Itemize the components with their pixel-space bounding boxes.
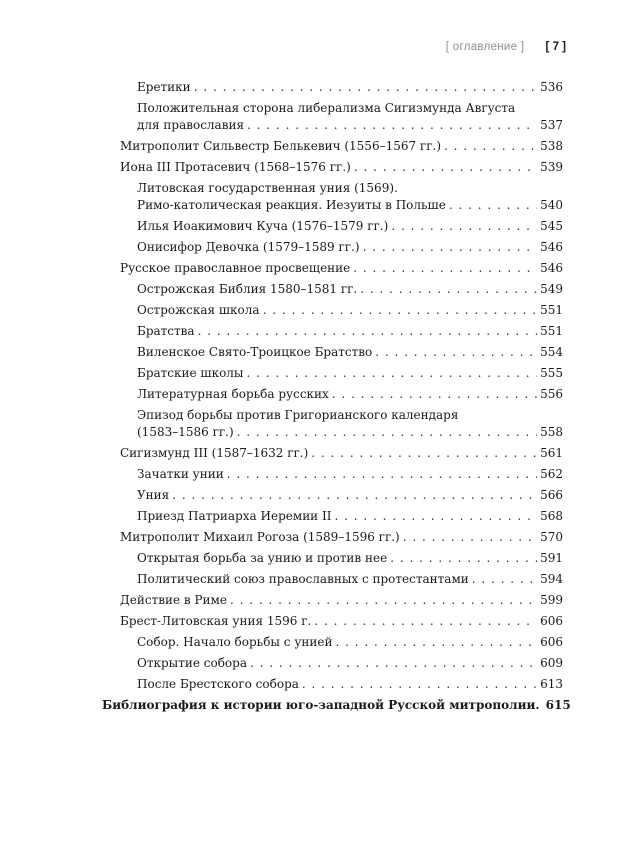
toc-entry-page: 546 — [540, 261, 563, 275]
dot-leader — [198, 323, 538, 340]
dot-leader — [444, 138, 537, 155]
toc-entry-title-line: Литовская государственная уния (1569). — [137, 181, 398, 195]
dot-leader — [302, 676, 537, 693]
toc-entry-page: 537 — [540, 118, 563, 132]
toc-entry-title: Виленское Свято-Троицкое Братство — [137, 345, 373, 359]
toc-entry-title: Зачатки унии — [137, 467, 224, 481]
toc-entry-page: 562 — [540, 467, 563, 481]
toc-entry[interactable] — [137, 239, 563, 256]
dot-leader — [227, 466, 537, 483]
toc-entry-page: 566 — [540, 488, 563, 502]
toc-entry[interactable] — [120, 159, 563, 176]
toc-entry-title: Собор. Начало борьбы с унией — [137, 635, 333, 649]
toc-entry-page: 539 — [540, 160, 563, 174]
toc-entry[interactable] — [137, 218, 563, 235]
dot-leader — [247, 117, 537, 134]
toc-entry-page: 609 — [540, 656, 563, 670]
toc-entry[interactable] — [137, 180, 563, 214]
toc-entry-page: 536 — [540, 80, 563, 94]
toc-entry-title: Митрополит Михаил Рогоза (1589–1596 гг.) — [120, 530, 400, 544]
dot-leader — [472, 571, 537, 588]
toc-entry-title: Приезд Патриарха Иеремии II — [137, 509, 332, 523]
dot-leader — [332, 386, 537, 403]
toc-entry-title: Илья Иоакимович Куча (1576–1579 гг.) — [137, 219, 389, 233]
toc-entry-title: Открытая борьба за унию и против нее — [137, 551, 388, 565]
toc-entry-title-line: Положительная сторона либерализма Сигизмунда Августа — [137, 101, 516, 115]
dot-leader — [250, 655, 537, 672]
dot-leader — [354, 159, 537, 176]
toc-entry-page: 546 — [540, 240, 563, 254]
dot-leader — [335, 634, 537, 651]
toc-entry-page: 561 — [540, 446, 563, 460]
toc-entry-title: Литературная борьба русских — [137, 387, 329, 401]
toc-entry-title: (1583–1586 гг.) — [137, 425, 234, 439]
dot-leader — [353, 260, 537, 277]
toc-entry-title: Библиография к истории юго-западной Русской митрополии. — [102, 698, 540, 712]
toc-entry[interactable] — [137, 281, 563, 298]
dot-leader — [263, 302, 538, 319]
dot-leader — [360, 281, 537, 298]
toc-entry[interactable] — [120, 260, 563, 277]
toc-entry-title: Митрополит Сильвестр Белькевич (1556–1567 гг.) — [120, 139, 441, 153]
toc-entry-title: для православия — [137, 118, 245, 132]
toc-entry-title: Уния — [137, 488, 170, 502]
toc-entry-page: 606 — [540, 635, 563, 649]
toc-entry-page: 538 — [540, 139, 563, 153]
toc-entry[interactable] — [120, 592, 563, 609]
toc-entry-title-line: Эпизод борьбы против Григорианского календаря — [137, 408, 459, 422]
toc-entry-page: 613 — [540, 677, 563, 691]
toc-entry[interactable] — [120, 613, 563, 630]
toc-entry-page: 555 — [540, 366, 563, 380]
dot-leader — [390, 550, 537, 567]
toc-entry[interactable] — [137, 365, 563, 382]
dot-leader — [375, 344, 537, 361]
dot-leader — [246, 365, 537, 382]
toc-entry-title: Острожская Библия 1580–1581 гг. — [137, 282, 358, 296]
toc-entry[interactable] — [137, 466, 563, 483]
toc-entry-title: Брест-Литовская уния 1596 г. — [120, 614, 312, 628]
toc-entry-title: Иона III Протасевич (1568–1576 гг.) — [120, 160, 351, 174]
dot-leader — [230, 592, 537, 609]
toc-entry-page: 554 — [540, 345, 563, 359]
toc-entry-page: 551 — [540, 324, 563, 338]
toc-entry[interactable] — [137, 407, 563, 441]
toc-entry-page: 549 — [540, 282, 563, 296]
toc-entry-page: 545 — [540, 219, 563, 233]
toc-entry[interactable] — [120, 445, 563, 462]
toc-entry[interactable] — [137, 100, 563, 134]
dot-leader — [403, 529, 537, 546]
toc-entry-title: Действие в Риме — [120, 593, 227, 607]
toc-entry-title: Братства — [137, 324, 195, 338]
toc-entry-page: 591 — [540, 551, 563, 565]
toc-entry[interactable] — [137, 676, 563, 693]
toc-entry[interactable] — [137, 79, 563, 96]
toc-entry-title: После Брестского собора — [137, 677, 299, 691]
toc-entry-title: Братские школы — [137, 366, 244, 380]
dot-leader — [449, 197, 537, 214]
toc-entry-title: Политический союз православных с протестантами — [137, 572, 469, 586]
dot-leader — [391, 218, 537, 235]
toc-entry[interactable] — [137, 634, 563, 651]
dot-leader — [334, 508, 537, 525]
dot-leader — [363, 239, 538, 256]
toc-entry-page: 615 — [545, 698, 571, 712]
toc-entry-title: Русское православное просвещение — [120, 261, 351, 275]
toc-entry-page: 558 — [540, 425, 563, 439]
toc-entry[interactable] — [137, 302, 563, 319]
toc-entry-title: Еретики — [137, 80, 191, 94]
toc-entry-page: 551 — [540, 303, 563, 317]
toc-entry-title: Открытие собора — [137, 656, 247, 670]
toc-entry-page: 606 — [540, 614, 563, 628]
toc-entry-page: 594 — [540, 572, 563, 586]
dot-leader — [194, 79, 537, 96]
dot-leader — [311, 445, 537, 462]
toc-entry-page: 556 — [540, 387, 563, 401]
page-header — [446, 41, 566, 53]
toc-entry[interactable] — [137, 487, 563, 504]
toc-entry[interactable] — [137, 386, 563, 403]
toc-entry-page: 570 — [540, 530, 563, 544]
dot-leader — [314, 613, 537, 630]
toc-entry[interactable] — [137, 344, 563, 361]
dot-leader — [237, 424, 537, 441]
toc-entry-page: 599 — [540, 593, 563, 607]
toc-entry-page: 540 — [540, 198, 563, 212]
toc-entry[interactable] — [137, 323, 563, 340]
page-number: [ 7 ] — [545, 41, 566, 53]
toc-entry[interactable] — [120, 529, 563, 546]
dot-leader — [172, 487, 537, 504]
toc-entry[interactable] — [137, 508, 563, 525]
toc-entry-title: Сигизмунд III (1587–1632 гг.) — [120, 446, 309, 460]
section-title: [ оглавление ] — [445, 41, 525, 53]
toc-entry[interactable] — [120, 138, 563, 155]
toc-entry[interactable] — [102, 697, 571, 714]
toc-entry[interactable] — [137, 571, 563, 588]
toc-entry-title: Онисифор Девочка (1579–1589 гг.) — [137, 240, 360, 254]
toc-entry-title: Римо-католическая реакция. Иезуиты в Польше — [137, 198, 446, 212]
toc-entry-title: Острожская школа — [137, 303, 260, 317]
toc-entry-page: 568 — [540, 509, 563, 523]
toc-entry[interactable] — [137, 655, 563, 672]
toc-entry[interactable] — [137, 550, 563, 567]
